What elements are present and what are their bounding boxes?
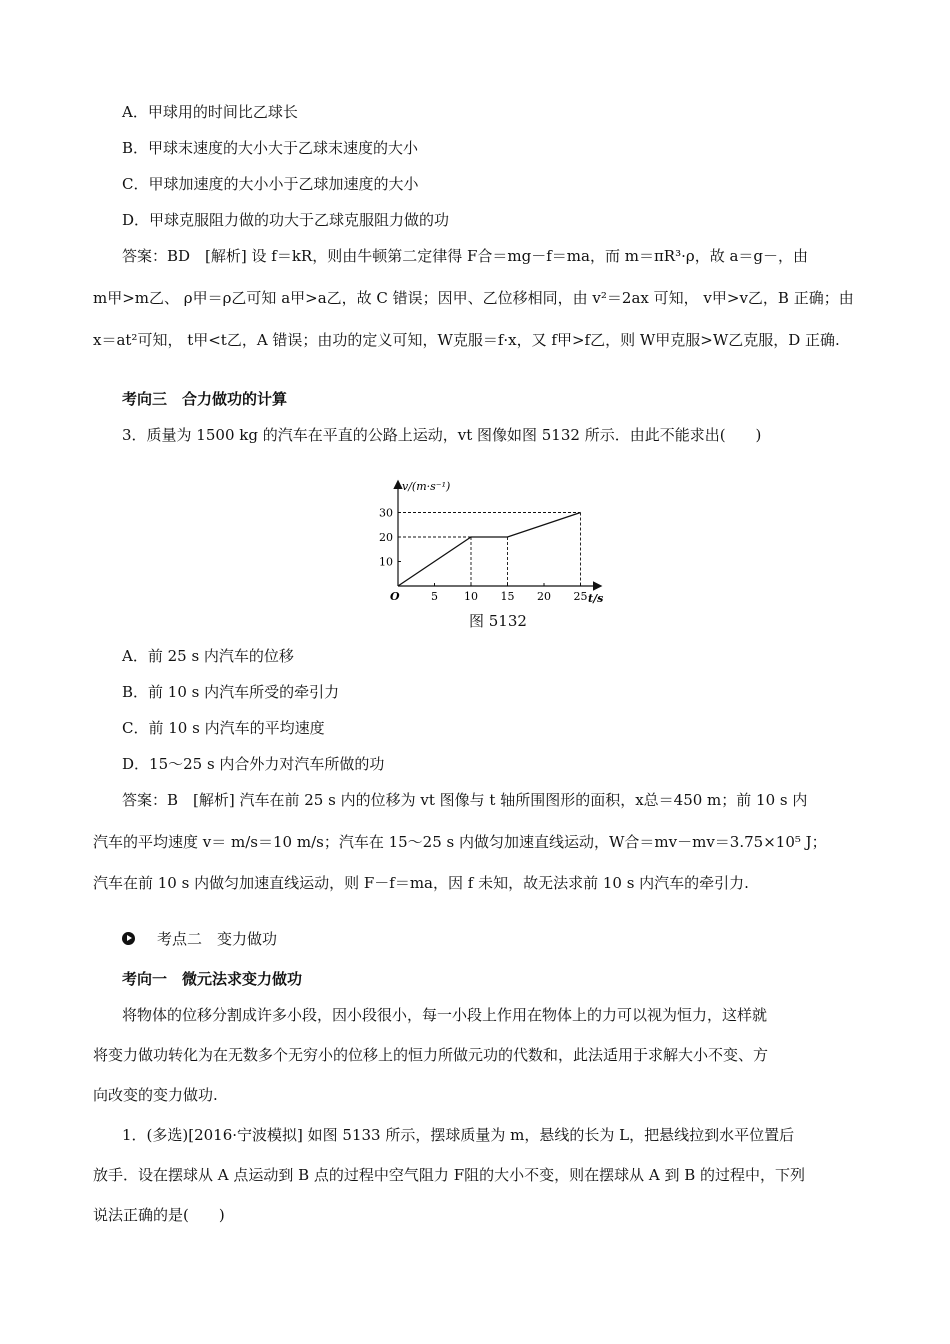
play-bullet-icon [122, 932, 135, 945]
q3-answer-line-1: 答案：B [解析] 汽车在前 25 s 内的位移为 vt 图像与 t 轴所围图形的面积，x总＝450 m；前 10 s 内 [122, 791, 808, 809]
figure-caption: 图 5132 [469, 612, 527, 630]
intro-line-1: 将物体的位移分割成许多小段，因小段很小，每一小段上作用在物体上的力可以视为恒力，这样就 [122, 1006, 768, 1024]
velocity-series-line [398, 513, 581, 587]
q2-answer-line-2: m甲>m乙、 ρ甲＝ρ乙可知 a甲>a乙，故 C 错误；因甲、乙位移相同，由 v²＝2ax 可知， v甲>v乙，B 正确；由 [93, 289, 854, 307]
q2-option-c: C．甲球加速度的大小小于乙球加速度的大小 [122, 175, 419, 193]
q2-option-d: D．甲球克服阻力做的功大于乙球克服阻力做的功 [122, 211, 450, 229]
x-tick-label-15: 15 [500, 590, 515, 603]
q2-option-b: B．甲球末速度的大小大于乙球末速度的大小 [122, 139, 419, 157]
q1-line-1: 1．(多选)[2016·宁波模拟] 如图 5133 所示，摆球质量为 m，悬线的长为 L，把悬线拉到水平位置后 [122, 1126, 795, 1144]
x-axis-label: t/s [588, 592, 604, 605]
q3-option-a: A．前 25 s 内汽车的位移 [122, 647, 294, 665]
heading-direction-3: 考向三 合力做功的计算 [122, 390, 288, 408]
origin-label: O [390, 590, 400, 603]
q1-line-3: 说法正确的是( ) [93, 1206, 225, 1224]
x-tick-label-10: 10 [464, 590, 478, 603]
section-point-2 [122, 928, 277, 950]
y-tick-label-20: 20 [379, 531, 393, 544]
q3-answer-line-3: 汽车在前 10 s 内做匀加速直线运动，则 F－f＝ma，因 f 未知，故无法求前 10 s 内汽车的牵引力. [93, 874, 749, 892]
intro-line-2: 将变力做功转化为在无数多个无穷小的位移上的恒力所做元功的代数和，此法适用于求解大小不变、方 [93, 1046, 769, 1064]
q1-line-2: 放手．设在摆球从 A 点运动到 B 点的过程中空气阻力 F阻的大小不变，则在摆球从 A 到 B 的过程中，下列 [93, 1166, 806, 1184]
vt-graph-figure [362, 474, 612, 610]
intro-line-3: 向改变的变力做功. [93, 1086, 218, 1104]
q3-option-c: C．前 10 s 内汽车的平均速度 [122, 719, 325, 737]
heading-direction-1: 考向一 微元法求变力做功 [122, 970, 303, 988]
q2-answer-line-3: x＝at²可知， t甲<t乙，A 错误；由功的定义可知，W克服＝f·x，又 f甲>f乙，则 W甲克服>W乙克服，D 正确. [93, 331, 840, 349]
x-tick-label-25: 25 [573, 590, 588, 603]
y-axis-label: v/(m·s⁻¹) [402, 480, 451, 493]
q2-answer-line-1: 答案：BD [解析] 设 f＝kR，则由牛顿第二定律得 F合＝mg－f＝ma，而 m＝πR³·ρ，故 a＝g－，由 [122, 247, 809, 265]
q2-option-a: A．甲球用的时间比乙球长 [122, 103, 298, 121]
y-tick-label-30: 30 [379, 506, 393, 520]
q3-option-d: D．15～25 s 内合外力对汽车所做的功 [122, 755, 385, 773]
y-tick-label-10: 10 [379, 555, 393, 569]
q3-stem: 3．质量为 1500 kg 的汽车在平直的公路上运动，vt 图像如图 5132 所示．由此不能求出( ) [122, 426, 762, 444]
section-point-2-title: 考点二 变力做功 [157, 930, 278, 948]
q3-answer-line-2: 汽车的平均速度 v＝ m/s＝10 m/s；汽车在 15～25 s 内做匀加速直线运动，W合＝mv－mv＝3.75×10⁵ J； [93, 833, 827, 851]
q3-option-b: B．前 10 s 内汽车所受的牵引力 [122, 683, 340, 701]
x-tick-label-20: 20 [537, 590, 551, 603]
x-tick-label-5: 5 [431, 590, 438, 603]
